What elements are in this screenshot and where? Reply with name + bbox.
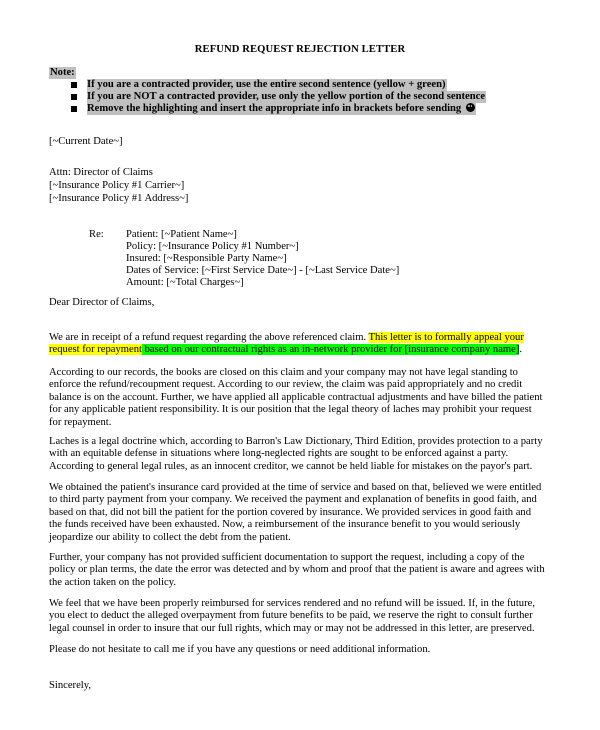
paragraph-line: for repayment. bbox=[49, 416, 112, 428]
paragraph-line: According to general legal rules, as an innocent creditor, we cannot be held liable for mistakes on the payor's part. bbox=[49, 460, 533, 472]
p1-text: We are in receipt of a refund request regarding the above referenced claim. bbox=[49, 332, 369, 343]
paragraph-line: Further, your company has not provided sufficient documentation to support the request, including a copy of the bbox=[49, 552, 525, 563]
paragraph-line: the action taken on the policy. bbox=[49, 576, 176, 588]
note-item bbox=[49, 103, 479, 115]
paragraph-1 bbox=[49, 332, 549, 357]
paragraph-line: to third party payment from your company. We received the payment and explanation of benefits in good faith, and bbox=[49, 494, 537, 506]
note-item bbox=[49, 79, 479, 91]
paragraph-line: According to our records, the books are closed on this claim and your company may not have legal standing to bbox=[49, 367, 518, 378]
re-insured: Insured: [~Responsible Party Name~] bbox=[126, 253, 287, 264]
note-label: Note: bbox=[50, 67, 75, 78]
note-item-text: If you are a contracted provider, use the entire second sentence (yellow + green) bbox=[87, 79, 446, 91]
paragraph-6 bbox=[49, 598, 549, 635]
paragraph-line: Laches is a legal doctrine which, according to Barron's Law Dictionary, Third Edition, provides protection to a party bbox=[49, 436, 543, 447]
paragraph-line: legal counsel in order to insure that our full rights, which may or may not be addressed in this letter, are preserved. bbox=[49, 622, 535, 634]
square-bullet-icon bbox=[71, 106, 77, 112]
paragraph-3 bbox=[49, 436, 549, 473]
paragraph-line: policy or plan terms, the date the error was detected and by whom and proof that the patient is aware and agrees with bbox=[49, 564, 545, 576]
smiley-icon bbox=[466, 103, 475, 112]
current-date: [~Current Date~] bbox=[49, 136, 123, 147]
re-policy: Policy: [~Insurance Policy #1 Number~] bbox=[126, 241, 299, 252]
paragraph-line: you elect to deduct the alleged overpayment from future benefits to be paid, we reserve the right to consult further bbox=[49, 610, 533, 622]
paragraph-line: with an equitable defense in situations where long-neglected rights are sought to be enforced against a party. bbox=[49, 448, 509, 460]
paragraph-7: Please do not hesitate to call me if you have any questions or need additional information. bbox=[49, 644, 431, 655]
paragraph-line: balance is on the account. Further, we have applied all applicable contractual adjustments and have billed the patient bbox=[49, 391, 543, 403]
paragraph-line: for any applicable patient responsibility. It is our position that the legal theory of laches may prohibit your request bbox=[49, 404, 532, 416]
paragraph-5 bbox=[49, 552, 549, 589]
square-bullet-icon bbox=[71, 82, 77, 88]
p1-yellow-highlight: request for repayment bbox=[49, 344, 142, 356]
re-label: Re: bbox=[89, 229, 104, 240]
square-bullet-icon bbox=[71, 94, 77, 100]
closing: Sincerely, bbox=[49, 680, 91, 691]
p1-green-highlight: based on our contractual rights as an in-network provider for [insurance company name] bbox=[141, 344, 520, 356]
paragraph-line: We obtained the patient's insurance card provided at the time of service and based on that, believed we were entitled bbox=[49, 482, 542, 493]
p1-text: . bbox=[519, 344, 523, 356]
paragraph-line: enforce the refund/recoupment request. According to our review, the claim was paid appropriately and no credit bbox=[49, 379, 523, 391]
instruction-note bbox=[49, 67, 486, 115]
re-patient: Patient: [~Patient Name~] bbox=[126, 229, 237, 240]
paragraph-2 bbox=[49, 367, 549, 429]
note-item-text-content: Remove the highlighting and insert the appropriate info in brackets before sending bbox=[87, 103, 462, 115]
note-item-text: If you are NOT a contracted provider, use only the yellow portion of the second sentence bbox=[87, 91, 486, 103]
paragraph-line: the funds received have been exhausted. Now, a reimbursement of the insurance benefit to you would seriously bbox=[49, 519, 521, 531]
re-dates-of-service: Dates of Service: [~First Service Date~] - [~Last Service Date~] bbox=[126, 265, 400, 276]
paragraph-line: jeopardize our ability to collect the debt from the patient. bbox=[49, 531, 291, 543]
paragraph-4 bbox=[49, 482, 549, 544]
attn-line: Attn: Director of Claims bbox=[49, 167, 153, 178]
note-item-text bbox=[87, 103, 476, 115]
letter-title: REFUND REQUEST REJECTION LETTER bbox=[194, 44, 406, 55]
paragraph-line: We feel that we have been properly reimbursed for services rendered and no refund will be issued. If, in the future, bbox=[49, 598, 535, 609]
address-line: [~Insurance Policy #1 Address~] bbox=[49, 193, 189, 204]
carrier-line: [~Insurance Policy #1 Carrier~] bbox=[49, 180, 185, 191]
note-item bbox=[49, 91, 486, 103]
salutation: Dear Director of Claims, bbox=[49, 297, 155, 308]
p1-yellow-highlight: This letter is to formally appeal your bbox=[368, 332, 524, 343]
paragraph-line: based on that, did not bill the patient for the portion covered by insurance. We provided services in good faith and bbox=[49, 506, 532, 518]
re-amount: Amount: [~Total Charges~] bbox=[126, 277, 244, 288]
